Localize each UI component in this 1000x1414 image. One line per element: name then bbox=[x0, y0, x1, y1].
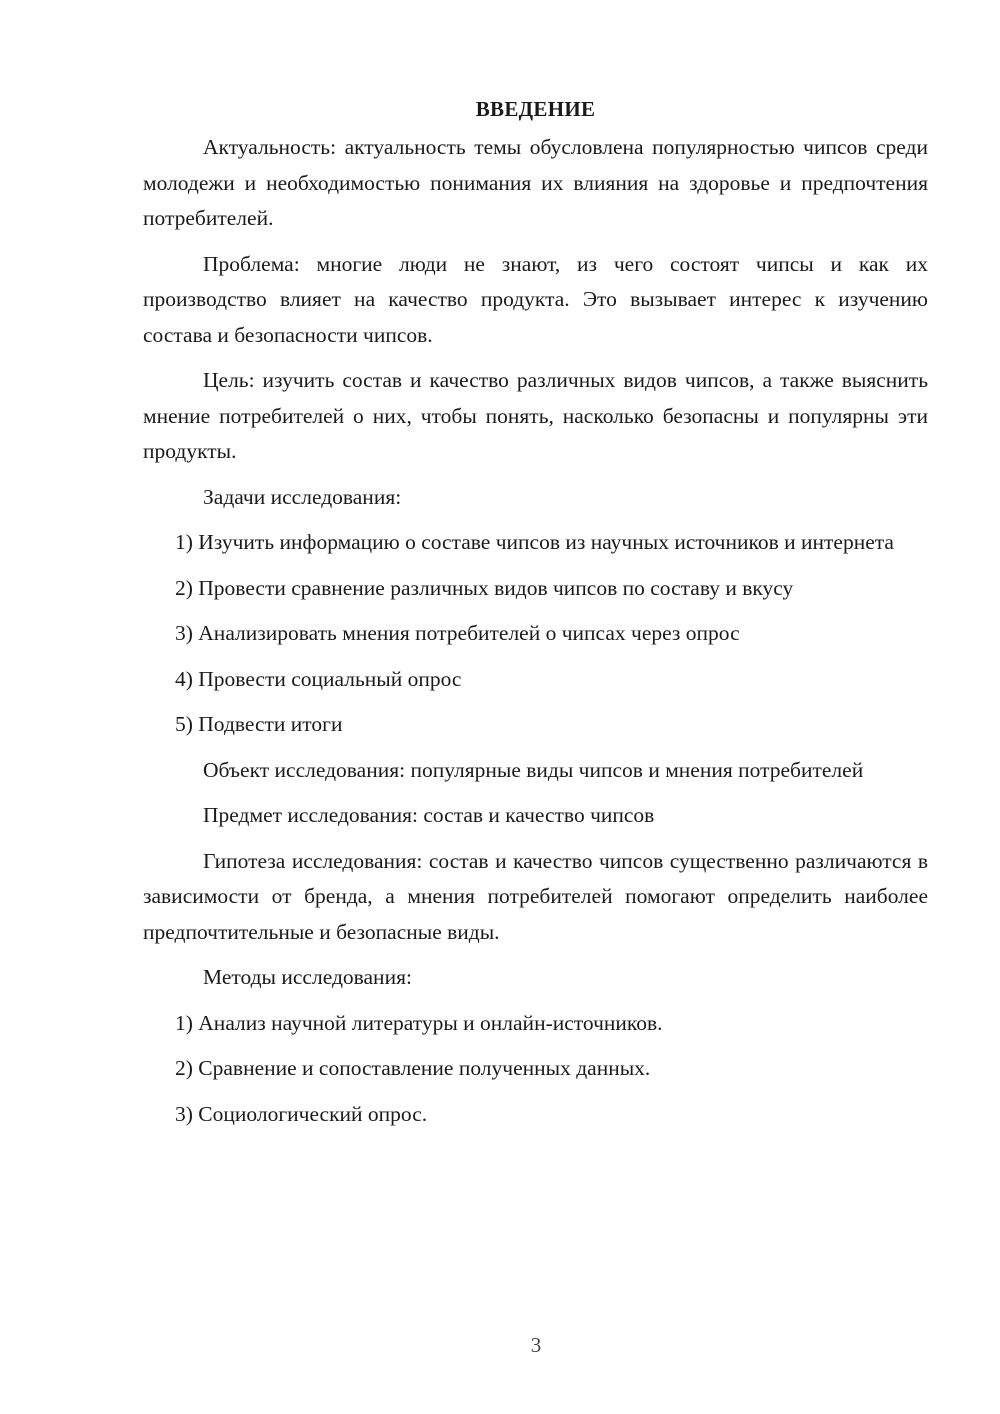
method-item-3: 3) Социологический опрос. bbox=[175, 1101, 428, 1126]
task-item-3: 3) Анализировать мнения потребителей о чипсах через опрос bbox=[175, 621, 740, 645]
relevance-paragraph: Актуальность: актуальность темы обусловлена популярностью чипсов среди молодежи и необходимостью понимания их влияния на здоровье и предпочтения потребителей. bbox=[143, 135, 928, 230]
methods-heading: Методы исследования: bbox=[203, 965, 412, 989]
problem-paragraph: Проблема: многие люди не знают, из чего состоят чипсы и как их производство влияет на качество продукта. Это вызывает интерес к изучению состава и безопасности чипсов. bbox=[143, 251, 928, 347]
goal-paragraph: Цель: изучить состав и качество различных видов чипсов, а также выяснить мнение потребителей о них, чтобы понять, насколько безопасны и популярны эти продукты. bbox=[143, 368, 928, 463]
task-item-4: 4) Провести социальный опрос bbox=[175, 666, 462, 691]
subject-paragraph: Предмет исследования: состав и качество чипсов bbox=[203, 803, 655, 827]
task-item-2: 2) Провести сравнение различных видов чипсов по составу и вкусу bbox=[175, 575, 794, 600]
page-title: ВВЕДЕНИЕ bbox=[475, 97, 596, 121]
task-item-1: 1) Изучить информацию о составе чипсов из научных источников и интернета bbox=[175, 530, 894, 554]
method-item-2: 2) Сравнение и сопоставление полученных данных. bbox=[175, 1056, 651, 1080]
document-page bbox=[143, 94, 928, 1142]
object-paragraph: Объект исследования: популярные виды чипсов и мнения потребителей bbox=[203, 757, 864, 782]
page-number: 3 bbox=[530, 1333, 542, 1357]
method-item-1: 1) Анализ научной литературы и онлайн-источников. bbox=[175, 1010, 663, 1035]
hypothesis-paragraph: Гипотеза исследования: состав и качество чипсов существенно различаются в зависимости от бренда, а мнения потребителей помогают определить наиболее предпочтительные и безопасные виды. bbox=[143, 848, 928, 944]
task-item-5: 5) Подвести итоги bbox=[175, 712, 343, 736]
tasks-heading: Задачи исследования: bbox=[203, 484, 402, 509]
